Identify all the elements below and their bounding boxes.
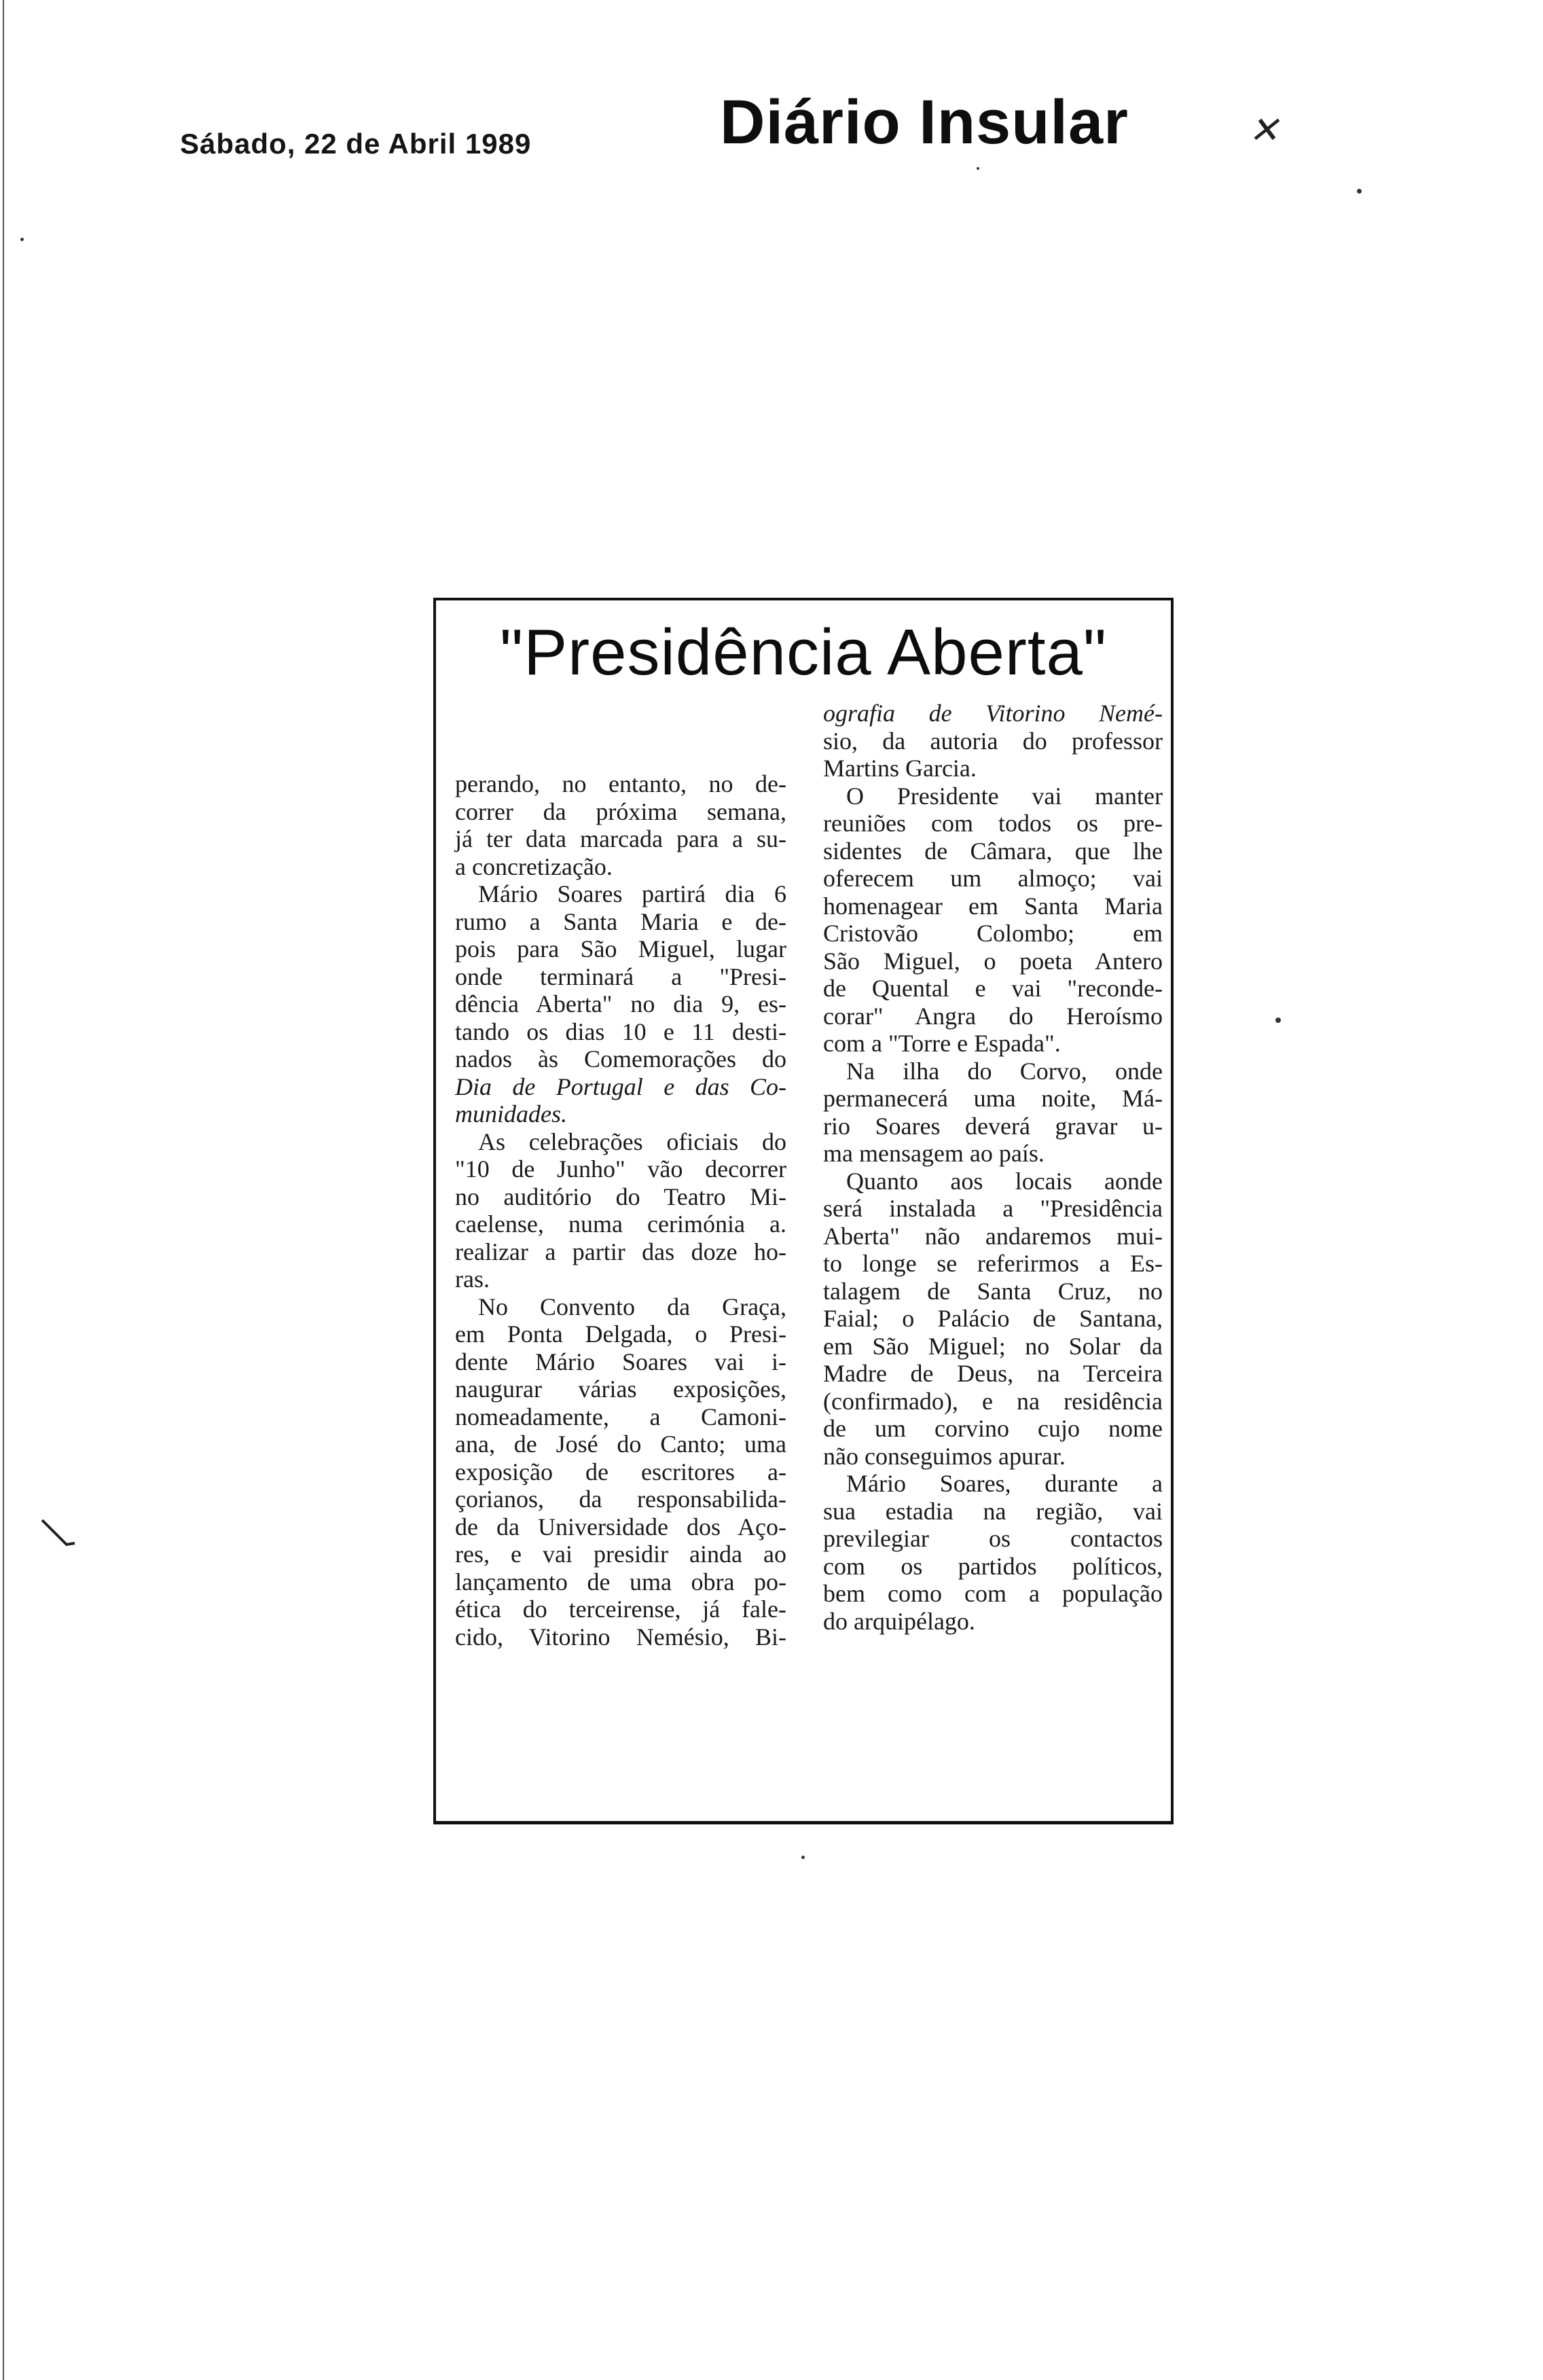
article-line: previlegiar os contactos (823, 1525, 1163, 1552)
article-line: munidades. (455, 1100, 567, 1128)
article-line: será instalada a "Presidência (823, 1195, 1163, 1222)
scan-speck (801, 1856, 805, 1859)
article-clipping (433, 598, 1174, 1824)
article-line: oferecem um almoço; vai (823, 865, 1163, 892)
article-line: homenagear em Santa Maria (823, 892, 1163, 920)
article-line: Aberta" não andaremos mui- (823, 1222, 1163, 1250)
article-line: ma mensagem ao país. (823, 1140, 1045, 1167)
article-line: nados às Comemorações do (455, 1045, 786, 1072)
article-line: (confirmado), e na residência (823, 1387, 1163, 1415)
article-line: sio, da autoria do professor (823, 727, 1163, 755)
header-date: Sábado, 22 de Abril 1989 (180, 128, 532, 160)
article-line: cido, Vitorino Nemésio, Bi- (455, 1623, 786, 1651)
scan-speck (1275, 1017, 1281, 1023)
article-line: com a "Torre e Espada". (823, 1030, 1061, 1057)
article-line: No Convento da Graça, (478, 1293, 786, 1320)
article-line: Mário Soares, durante a (846, 1470, 1163, 1497)
article-line: Faial; o Palácio de Santana, (823, 1305, 1163, 1332)
article-line: "10 de Junho" vão decorrer (455, 1155, 786, 1183)
article-line: em São Miguel; no Solar da (823, 1332, 1163, 1360)
article-line: ana, de José do Canto; uma (455, 1430, 786, 1458)
article-line: lançamento de uma obra po- (455, 1568, 786, 1595)
article-line: Martins Garcia. (823, 755, 977, 782)
article-line: dência Aberta" no dia 9, es- (455, 990, 786, 1017)
article-line: já ter data marcada para a su- (455, 825, 786, 852)
scan-mark (39, 1516, 80, 1557)
article-line: permanecerá uma noite, Má- (823, 1085, 1163, 1112)
page-edge-line (3, 0, 4, 2380)
article-line: nomeadamente, a Camoni- (455, 1403, 786, 1430)
article-line: de da Universidade dos Aço- (455, 1513, 786, 1540)
article-line: O Presidente vai manter (846, 782, 1163, 810)
article-line: naugurar várias exposições, (455, 1375, 786, 1403)
article-line: talagem de Santa Cruz, no (823, 1277, 1163, 1305)
article-line: corar" Angra do Heroísmo (823, 1002, 1163, 1030)
article-line: rio Soares deverá gravar u- (823, 1112, 1163, 1140)
article-line: Cristovão Colombo; em (823, 920, 1163, 947)
article-line: do arquipélago. (823, 1607, 975, 1635)
article-line: onde terminará a "Presi- (455, 962, 786, 990)
scan-speck (977, 167, 979, 170)
article-line: bem como com a população (823, 1580, 1163, 1607)
scan-speck (20, 238, 24, 241)
article-title: "Presidência Aberta" (500, 616, 1107, 689)
article-line: As celebrações oficiais do (478, 1128, 786, 1155)
article-line: reuniões com todos os pre- (823, 810, 1163, 837)
article-left-column (455, 770, 786, 1651)
article-line: São Miguel, o poeta Antero (823, 947, 1163, 975)
article-line: dente Mário Soares vai i- (455, 1348, 786, 1375)
article-line: Na ilha do Corvo, onde (846, 1057, 1163, 1085)
newspaper-name: Diário Insular (720, 88, 1129, 157)
article-line: realizar a partir das doze ho- (455, 1238, 786, 1265)
article-line: sua estadia na região, vai (823, 1497, 1163, 1525)
article-line: sidentes de Câmara, que lhe (823, 837, 1163, 865)
article-line: Quanto aos locais aonde (846, 1167, 1163, 1195)
article-right-column (823, 700, 1163, 1635)
article-line: ética do terceirense, já fale- (455, 1595, 786, 1623)
article-line: a concretização. (455, 852, 613, 880)
article-line: to longe se referirmos a Es- (823, 1250, 1163, 1277)
article-line: Dia de Portugal e das Co- (455, 1072, 786, 1100)
article-line: de Quental e vai "reconde- (823, 975, 1163, 1002)
article-line: em Ponta Delgada, o Presi- (455, 1320, 786, 1348)
article-line: rumo a Santa Maria e de- (455, 907, 786, 935)
article-line: Madre de Deus, na Terceira (823, 1360, 1163, 1387)
article-line: res, e vai presidir ainda ao (455, 1540, 786, 1568)
article-line: correr da próxima semana, (455, 797, 786, 825)
scan-speck (1357, 189, 1362, 194)
article-line: çorianos, da responsabilida- (455, 1485, 786, 1513)
article-line: exposição de escritores a- (455, 1458, 786, 1485)
article-line: com os partidos políticos, (823, 1552, 1163, 1580)
article-line: caelense, numa cerimónia a. (455, 1210, 786, 1238)
article-line: Mário Soares partirá dia 6 (478, 880, 786, 907)
article-line: pois para São Miguel, lugar (455, 935, 786, 962)
article-line: tando os dias 10 e 11 desti- (455, 1017, 786, 1045)
article-line: não conseguimos apurar. (823, 1442, 1066, 1470)
article-line: perando, no entanto, no de- (455, 770, 786, 797)
article-line: ras. (455, 1265, 490, 1293)
article-line: ografia de Vitorino Nemé- (823, 700, 1163, 727)
article-line: no auditório do Teatro Mi- (455, 1183, 786, 1210)
article-line: de um corvino cujo nome (823, 1415, 1163, 1442)
handwritten-mark: ✕ (1248, 110, 1279, 151)
